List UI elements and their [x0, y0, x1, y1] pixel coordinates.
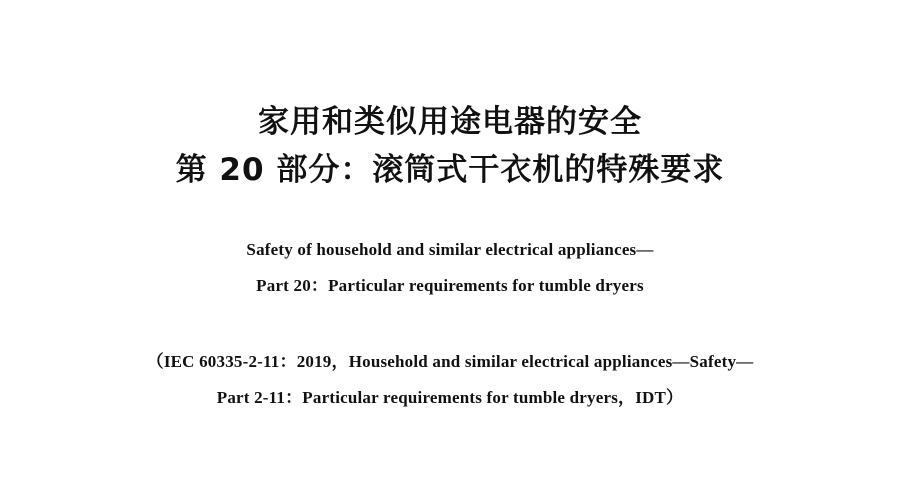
source-reference-line-1: （IEC 60335-2-11：2019，Household and similar electrical appliances—Safety— — [146, 352, 754, 371]
chinese-title — [0, 98, 900, 194]
chinese-title-line-1: 家用和类似用途电器的安全 — [258, 104, 642, 140]
english-title-line-1: Safety of household and similar electrical appliances— — [246, 240, 654, 259]
source-reference-line-2: Part 2-11：Particular requirements for tumble dryers，IDT） — [216, 388, 684, 407]
source-reference — [0, 344, 900, 416]
english-title-line-2: Part 20：Particular requirements for tumble dryers — [256, 276, 644, 295]
chinese-title-line-2: 第 20 部分：滚筒式干衣机的特殊要求 — [175, 152, 725, 188]
english-title — [0, 232, 900, 304]
